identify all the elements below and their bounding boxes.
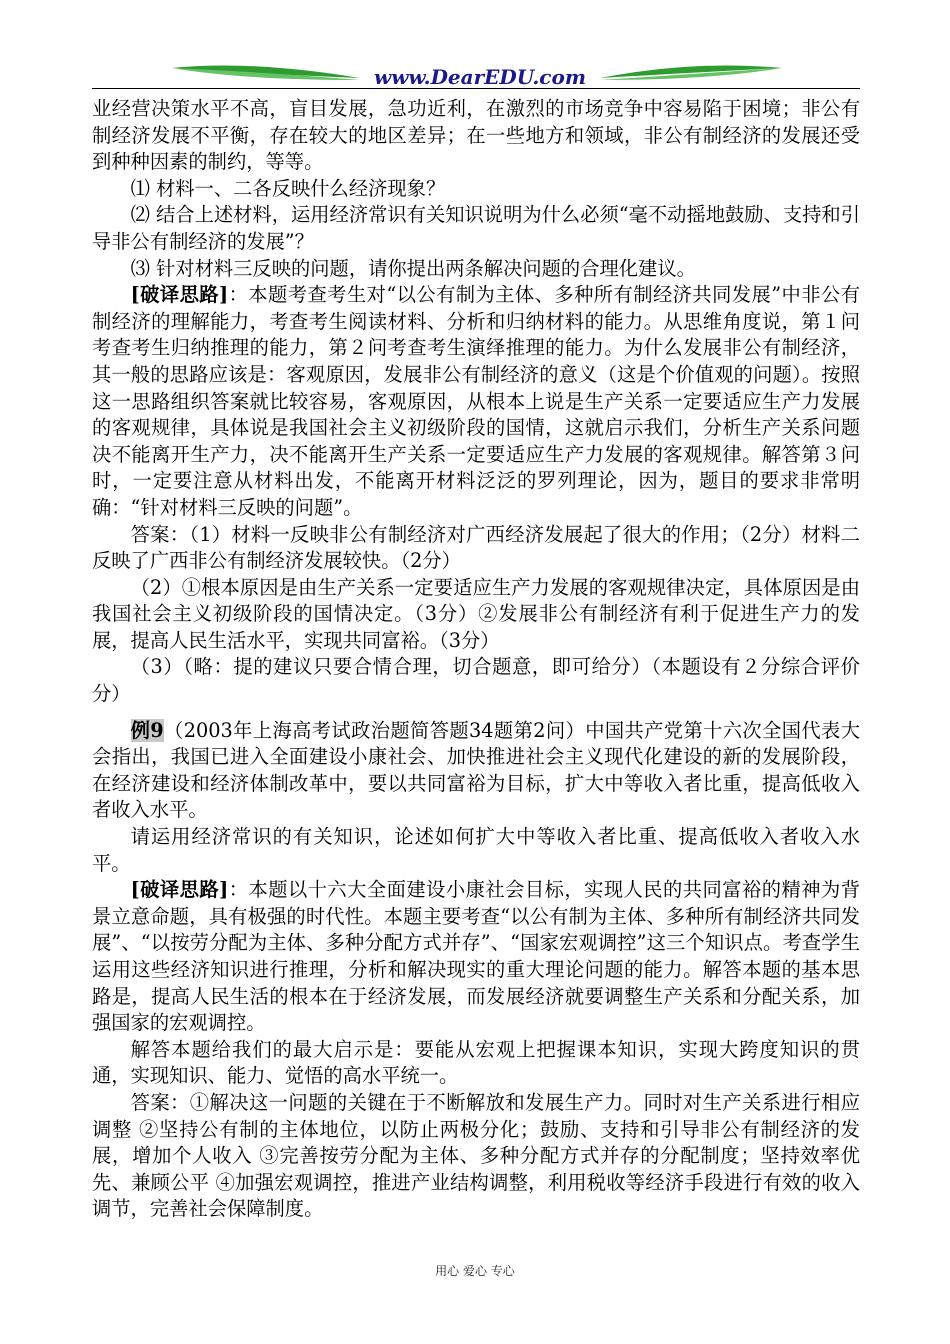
analysis-label: [破译思路] (130, 878, 229, 902)
analysis-text: ：本题考查考生对“以公有制为主体、多种所有制经济共同发展”中非公有制经济的理解能力，考查考生阅读材料、分析和归纳材料的能力。从思维角度说，第１问考查考生归纳推理的能力，第２问考查考生演绎推理的能力。为什么发展非公有制经济，其一般的思路应该是：客观原因，发展非公有制经济的意义（这是个价值观的问题）。按照这一思路组织答案就比较容易，客观原因，从根本上说是生产关系一定要适应生产力发展的客观规律，具体说是我国社会主义初级阶段的国情，这就启示我们，分析生产关系问题决不能离开生产力，决不能离开生产关系一定要适应生产力发展的客观规律。解答第３问时，一定要注意从材料出发，不能离开材料泛泛的罗列理论，因为，题目的要求非常明确：“针对材料三反映的问题”。 (92, 283, 860, 519)
site-header-banner (92, 58, 860, 92)
analysis-paragraph-1 (92, 282, 860, 521)
analysis-paragraph-2 (92, 877, 860, 1037)
page-footer: 用心 爱心 专心 (435, 1264, 515, 1278)
answer-part-3: （3）（略：提的建议只要合情合理，切合题意，即可给分）（本题设有２分综合评价分） (92, 655, 860, 706)
header-rule (92, 88, 860, 89)
question-3: ⑶ 针对材料三反映的问题，请你提出两条解决问题的合理化建议。 (130, 256, 696, 280)
analysis-text: ：本题以十六大全面建设小康社会目标，实现人民的共同富裕的精神为背景立意命题，具有极强的时代性。本题主要考查“以公有制为主体、多种所有制经济共同发展”、“以按劳分配为主体、多种分配方式并存”、“国家宏观调控”这三个知识点。考查学生运用这些经济知识进行推理，分析和解决现实的重大理论问题的能力。解答本题的基本思路是，提高人民生活的根本在于经济发展，而发展经济就要调整生产关系和分配关系，加强国家的宏观调控。 (92, 878, 860, 1035)
analysis-label: [破译思路] (130, 283, 229, 307)
answer-part-1: 答案：（1）材料一反映非公有制经济对广西经济发展起了很大的作用；（2分）材料二反映了广西非公有制经济发展较快。（2分） (92, 522, 860, 573)
answer-part-2: （2）①根本原因是由生产关系一定要适应生产力发展的客观规律决定，具体原因是由我国社会主义初级阶段的国情决定。（3分）②发展非公有制经济有利于促进生产力的发展，提高人民生活水平，实现共同富裕。（3分） (92, 575, 860, 652)
example-9 (92, 718, 860, 824)
document-body (92, 96, 860, 1223)
material-continuation: 业经营决策水平不高，盲目发展，急功近利，在激烈的市场竞争中容易陷于困境；非公有制经济发展不平衡，存在较大的地区差异；在一些地方和领域，非公有制经济的发展还受到种种因素的制约，等等。 (92, 97, 860, 174)
example-9-question: 请运用经济常识的有关知识，论述如何扩大中等收入者比重、提高低收入者收入水平。 (92, 825, 860, 875)
site-url-text: www.DearEDU.com (373, 65, 587, 89)
question-2: ⑵ 结合上述材料，运用经济常识有关知识说明为什么必须“毫不动摇地鼓励、支持和引导非公有制经济的发展”？ (92, 203, 860, 253)
example-9-answer: 答案：①解决这一问题的关键在于不断解放和发展生产力。同时对生产关系进行相应调整 ②坚持公有制的主体地位，以防止两极分化；鼓励、支持和引导非公有制经济的发展，增加个人收入 ③完善按劳分配为主体、多种分配方式并存的分配制度；坚持效率优先、兼顾公平 ④加强宏观调控，推进产业结构调整，利用税收等经济手段进行有效的收入调节，完善社会保障制度。 (92, 1090, 860, 1221)
insight-paragraph: 解答本题给我们的最大启示是：要能从宏观上把握课本知识，实现大跨度知识的贯通，实现知识、能力、觉悟的高水平统一。 (92, 1037, 860, 1088)
example-text: （2003年上海高考试政治题简答题34题第2问）中国共产党第十六次全国代表大会指出，我国已进入全面建设小康社会、加快推进社会主义现代化建设的新的发展阶段，在经济建设和经济体制改革中，要以共同富裕为目标，扩大中等收入者比重，提高低收入者收入水平。 (92, 718, 860, 822)
header-swoosh-logo (92, 58, 860, 92)
example-label: 例9 (130, 718, 164, 742)
question-1: ⑴ 材料一、二各反映什么经济现象？ (130, 176, 446, 200)
